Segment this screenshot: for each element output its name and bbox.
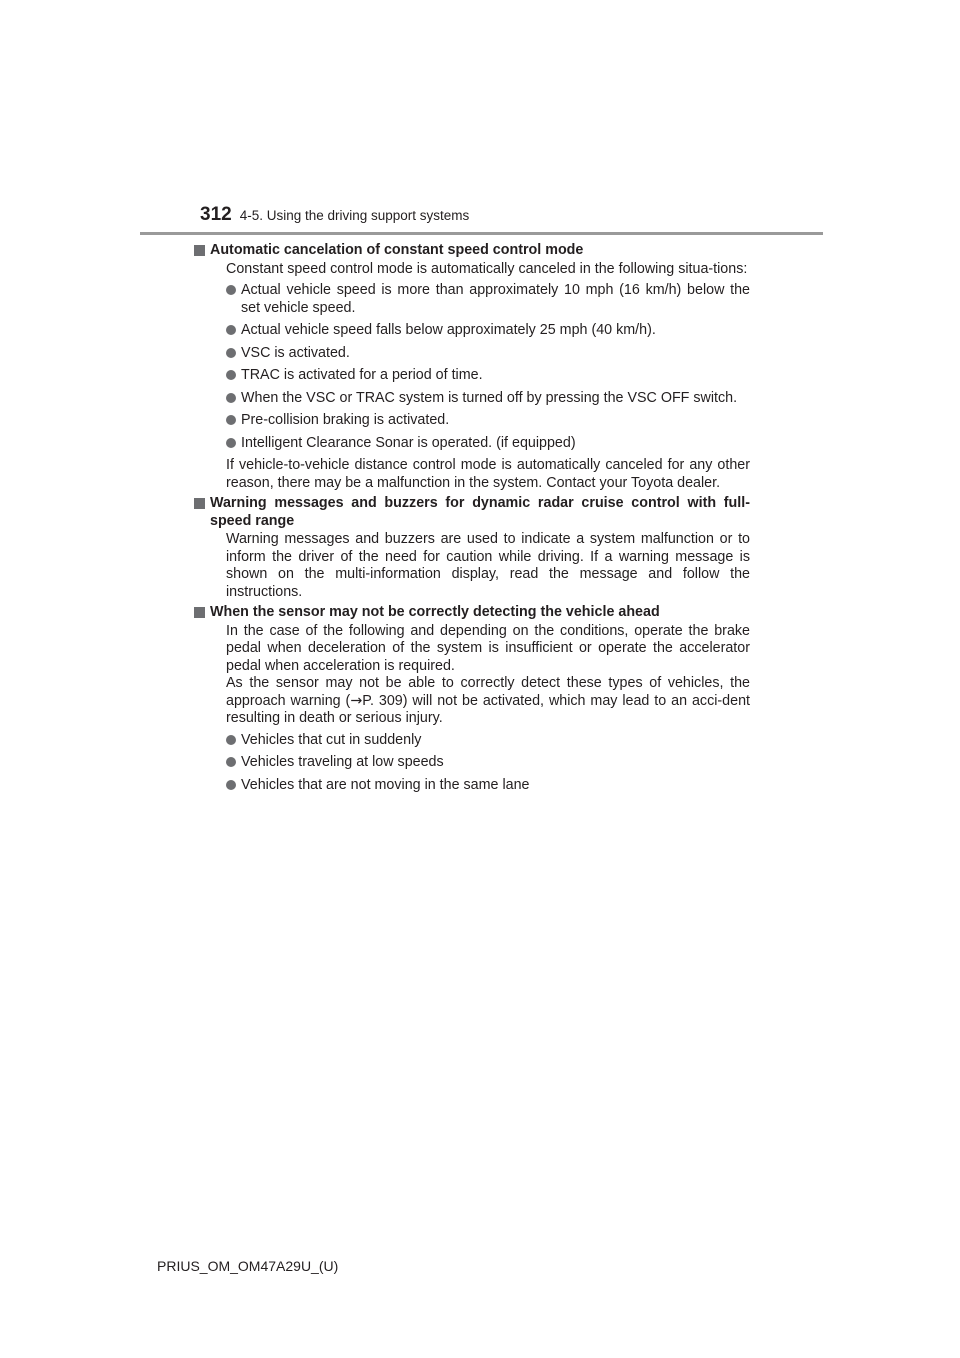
square-bullet-icon [194,607,205,618]
section-auto-cancelation [210,242,750,492]
page-number: 312 [200,204,232,225]
section-intro: Warning messages and buzzers are used to indicate a system malfunction or to inform the driver of the need for caution while driving. If a warning message is shown on the multi-information display, read the message and follow the instructions. [226,531,750,600]
section-heading [194,604,750,622]
section-outro: If vehicle-to-vehicle distance control mode is automatically canceled for any other reason, there may be a malfunction in the system. Contact your Toyota dealer. [226,457,750,491]
list-item: When the VSC or TRAC system is turned off by pressing the VSC OFF switch. [226,390,750,408]
heading-text: Automatic cancelation of constant speed control mode [210,242,584,258]
square-bullet-icon [194,498,205,509]
circle-bullet-icon [226,780,236,790]
page-content [210,242,750,799]
circle-bullet-icon [226,370,236,380]
section-title: 4-5. Using the driving support systems [239,208,470,223]
section-intro-2: As the sensor may not be able to correctly detect these types of vehicles, the approach warning (→P. 309) will not be activated, which may lead to an acci-dent resulting in death or serious injury. [226,675,750,726]
section-heading [194,495,750,530]
circle-bullet-icon [226,393,236,403]
list-item: TRAC is activated for a period of time. [226,367,750,385]
list-item: Actual vehicle speed is more than approximately 10 mph (16 km/h) below the set vehicle speed. [226,282,750,317]
circle-bullet-icon [226,325,236,335]
list-item: Vehicles that cut in suddenly [226,732,750,750]
square-bullet-icon [194,245,205,256]
heading-text: Warning messages and buzzers for dynamic radar cruise control with full-speed range [210,495,750,529]
section-intro: Constant speed control mode is automatically canceled in the following situa-tions: [226,260,748,277]
section-warning-messages [210,495,750,601]
circle-bullet-icon [226,285,236,295]
list-item: VSC is activated. [226,345,750,363]
section-sensor-detection [210,604,750,794]
page-header [200,204,469,232]
section-intro: In the case of the following and depending on the conditions, operate the brake pedal when deceleration of the system is insufficient or operate the accelerator pedal when acceleration is required. [226,622,750,674]
circle-bullet-icon [226,415,236,425]
bullet-list [210,732,750,795]
header-divider [140,232,823,235]
circle-bullet-icon [226,348,236,358]
section-heading [194,242,750,260]
circle-bullet-icon [226,735,236,745]
list-item: Vehicles traveling at low speeds [226,754,750,772]
document-code: PRIUS_OM_OM47A29U_(U) [157,1258,339,1274]
list-item: Pre-collision braking is activated. [226,412,750,430]
list-item: Vehicles that are not moving in the same lane [226,777,750,795]
bullet-list [210,282,750,452]
heading-text: When the sensor may not be correctly detecting the vehicle ahead [210,604,660,620]
page-reference-arrow-icon: → [350,692,363,709]
list-item: Actual vehicle speed falls below approximately 25 mph (40 km/h). [226,322,750,340]
list-item: Intelligent Clearance Sonar is operated. (if equipped) [226,435,750,453]
circle-bullet-icon [226,438,236,448]
circle-bullet-icon [226,757,236,767]
